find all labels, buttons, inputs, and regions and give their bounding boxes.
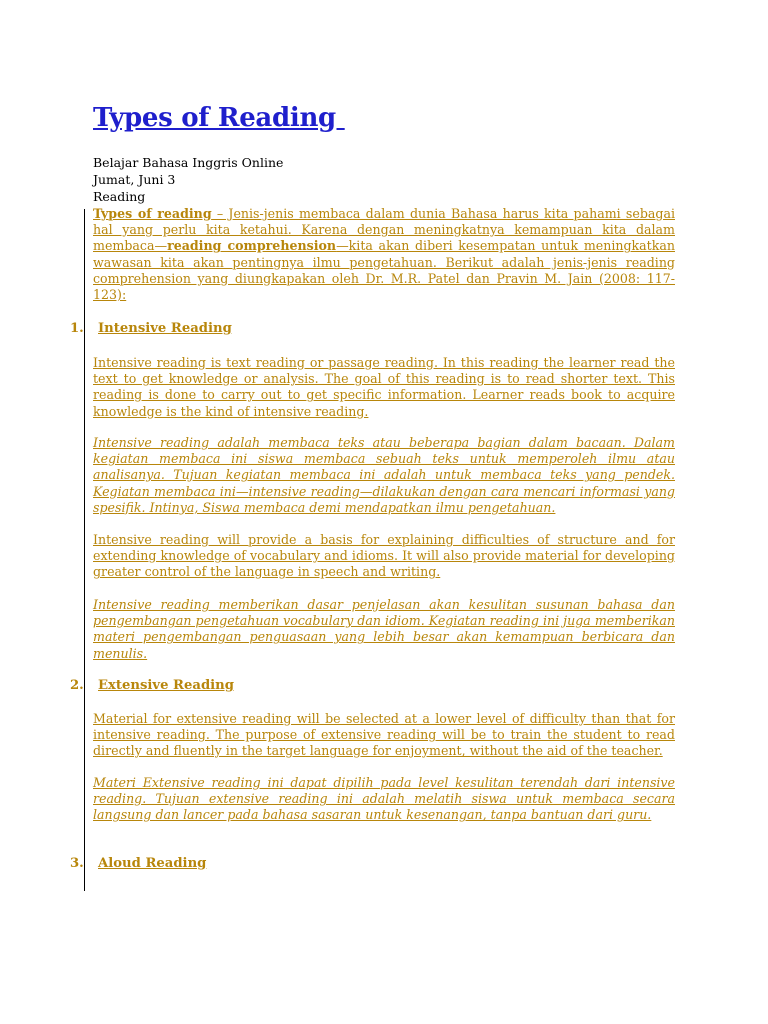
section-heading-aloud[interactable] bbox=[70, 856, 206, 871]
extensive-paragraph-en-1[interactable]: Material for extensive reading will be selected at a lower level of difficulty than that for intensive reading. The purpose of extensive reading will be to train the student to read directly and fluently in the target language for enjoyment, without the aid of the teacher. bbox=[93, 711, 675, 759]
term-reading-comprehension[interactable]: reading comprehension bbox=[167, 238, 337, 254]
page-title[interactable]: Types of Reading bbox=[93, 103, 345, 133]
post-category: Reading bbox=[93, 189, 146, 204]
intro-text-2: —kita akan diberi kesempatan untuk meningkatkan wawasan kita akan pentingnya ilmu pengetahuan. Berikut adalah jenis-jenis reading comprehension yang diungkapakan oleh Dr. M.R. Patel dan Pravin M. Jain (2008: 117-123): bbox=[93, 238, 675, 303]
post-date: Jumat, Juni 3 bbox=[93, 172, 176, 187]
intensive-paragraph-en-1[interactable]: Intensive reading is text reading or passage reading. In this reading the learner read the text to get knowledge or analysis. The goal of this reading is to read shorter text. This reading is done to carry out to get specific information. Learner reads book to acquire knowledge is the kind of intensive reading. bbox=[93, 355, 675, 419]
intro-paragraph[interactable] bbox=[93, 206, 675, 303]
section-number: 2. bbox=[70, 678, 84, 693]
site-name: Belajar Bahasa Inggris Online bbox=[93, 155, 284, 170]
section-number: 3. bbox=[70, 856, 84, 871]
section-heading-extensive[interactable] bbox=[70, 678, 234, 693]
term-types-of-reading[interactable]: Types of reading bbox=[93, 206, 212, 221]
intensive-paragraph-id-1[interactable]: Intensive reading adalah membaca teks atau beberapa bagian dalam bacaan. Dalam kegiatan membaca ini siswa membaca sebuah teks untuk memperoleh ilmu atau analisanya. Tujuan kegiatan membaca ini adalah untuk membaca teks yang pendek. Kegiatan membaca ini—intensive reading—dilakukan dengan cara mencari informasi yang spesifik. Intinya, Siswa membaca demi mendapatkan ilmu pengetahuan. bbox=[93, 435, 675, 515]
section-number: 1. bbox=[70, 321, 84, 336]
intensive-paragraph-en-2[interactable]: Intensive reading will provide a basis for explaining difficulties of structure and for extending knowledge of vocabulary and idioms. It will also provide material for developing greater control of the language in speech and writing. bbox=[93, 532, 675, 580]
section-title: Aloud Reading bbox=[98, 856, 207, 871]
extensive-paragraph-id-1[interactable]: Materi Extensive reading ini dapat dipilih pada level kesulitan terendah dari intensive reading. Tujuan extensive reading ini adalah melatih siswa untuk membaca secara langsung dan lancer pada bahasa sasaran untuk kesenangan, tanpa bantuan dari guru. bbox=[93, 775, 675, 823]
margin-rule bbox=[84, 209, 85, 891]
section-heading-intensive[interactable] bbox=[70, 321, 232, 336]
section-title: Extensive Reading bbox=[98, 678, 234, 693]
intro-text-1: – Jenis-jenis membaca dalam dunia Bahasa harus kita pahami sebagai hal yang perlu kita ketahui. Karena dengan meningkatnya kemampuan kita dalam membaca— bbox=[93, 206, 675, 254]
intensive-paragraph-id-2[interactable]: Intensive reading memberikan dasar penjelasan akan kesulitan susunan bahasa dan pengembangan pengetahuan vocabulary dan idiom. Kegiatan reading ini juga memberikan materi pengembangan penguasaan yang lebih besar akan kemampuan berbicara dan menulis. bbox=[93, 597, 675, 661]
section-title: Intensive Reading bbox=[98, 321, 232, 336]
